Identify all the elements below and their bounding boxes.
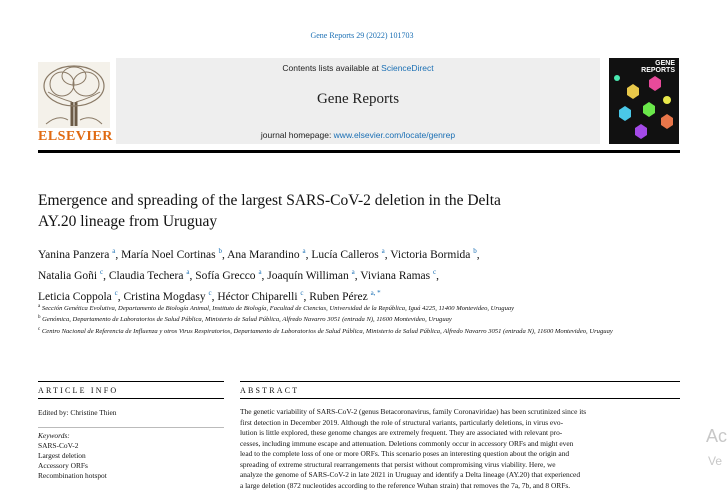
author-line: Natalia Goñi $^c$, Claudia Techera $^a$, Sofía Grecco $^a$, Joaquín Williman $^a$, Viviana Ramas $^c$, [38,267,439,282]
abstract-rule [240,381,680,382]
keyword-item: SARS-CoV-2 [38,441,79,450]
author-name[interactable]: Victoria Bormida [390,248,471,261]
affiliation-item: $^b$ Genómica, Departamento de Laboratorios de Salud Pública, Ministerio de Salud Pública, Alfredo Navarro 3051 (entrada N), 11600 Montevideo, Uruguay [38,315,452,324]
journal-homepage-link[interactable]: www.elsevier.com/locate/genrep [333,130,456,140]
header-divider [38,150,680,153]
edited-by: Edited by: Christine Thien [38,408,117,417]
sciencedirect-link[interactable]: ScienceDirect [381,63,434,73]
cover-title: GENE REPORTS [641,60,675,74]
affiliation-list [38,302,638,336]
article-title: Emergence and spreading of the largest SARS-CoV-2 deletion in the Delta AY.20 lineage from Uruguay [38,192,501,230]
author-name[interactable]: Lucía Calleros [311,248,379,261]
author-name[interactable]: María Noel Cortinas [121,248,216,261]
journal-cover-image [609,58,679,144]
author-name[interactable]: Viviana Ramas [360,269,431,282]
author-name[interactable]: Claudia Techera [108,269,184,282]
abstract-heading: ABSTRACT [240,386,300,395]
author-name[interactable]: Natalia Goñi [38,269,98,282]
author-name[interactable]: Sofía Grecco [195,269,256,282]
affiliation-item: $^a$ Sección Genética Evolutiva, Departamento de Biología Animal, Instituto de Biología, Facultad de Ciencias, Universidad de la República, Iguá 4225, 11400 Montevideo, Uruguay [38,304,515,313]
author-name[interactable]: Yanina Panzera [38,248,110,261]
journal-homepage-line [116,130,600,140]
elsevier-wordmark: ELSEVIER [38,129,113,144]
author-list [38,243,638,305]
journal-name: Gene Reports [316,91,400,107]
author-line: Leticia Coppola $^c$, Cristina Mogdasy $^c$, Héctor Chiparelli $^c$, Ruben Pérez $^{a, *}$ [38,288,381,303]
keyword-item: Largest deletion [38,451,86,460]
author-name[interactable]: Ruben Pérez [309,290,368,303]
contents-prefix: Contents lists available at [282,63,382,73]
article-info-heading: ARTICLE INFO [38,386,119,395]
keywords-label: Keywords: [38,431,70,440]
keyword-item: Accessory ORFs [38,461,88,470]
activation-watermark-line1: Ac [706,426,727,446]
author-name[interactable]: Héctor Chiparelli [217,290,298,303]
keyword-item: Recombination hotspot [38,471,107,480]
author-name[interactable]: Joaquín Williman [267,269,349,282]
keywords-block [38,431,224,481]
homepage-prefix: journal homepage: [260,130,334,140]
affiliation-item: $^c$ Centro Nacional de Referencia de Influenza y otros Virus Respiratorios, Departamento de Laboratorios de Salud Pública, Ministerio de Salud Pública, Alfredo Navarro 3051 (entrada N), 11600 Montevideo, Uruguay [38,326,613,335]
abstract-text: The genetic variability of SARS-CoV-2 (genus Betacoronavirus, family Coronaviridae) has been scrutinized since its first detection in December 2019. Although the role of structural variants, particularly deletions, in virus evo- lution is little explored, these genome changes are extremely frequent. They are associated with relevant pro- cesses, including immune escape and attenuation. Deletions commonly occur in accessory ORFs and might even lead to the complete loss of one or more ORFs. This scenario poses an interesting question about the origin and spreading of extreme structural rearrangements that persist without compromising virus viability. Here, we analyze the genome of SARS-CoV-2 in late 2021 in Uruguay and identify a Delta lineage (AY.20) that experienced a large deletion (872 nucleotides according to the reference Wuhan strain) that removes the 7a, 7b, and 8 ORFs. [240,407,587,490]
author-name[interactable]: Leticia Coppola [38,290,112,303]
abstract-rule-bottom [240,398,680,399]
keywords-rule [38,427,224,428]
article-info-rule [38,381,224,382]
journal-citation[interactable]: Gene Reports 29 (2022) 101703 [310,31,414,40]
author-name[interactable]: Cristina Mogdasy [123,290,206,303]
activation-watermark-line2: Ve [708,454,723,468]
author-name[interactable]: Ana Marandino [227,248,300,261]
contents-line [116,63,600,73]
article-info-rule-bottom [38,398,224,399]
author-line: Yanina Panzera $^a$, María Noel Cortinas $^b$, Ana Marandino $^a$, Lucía Calleros $^a$, Victoria Bormida $^b$, [38,247,480,261]
